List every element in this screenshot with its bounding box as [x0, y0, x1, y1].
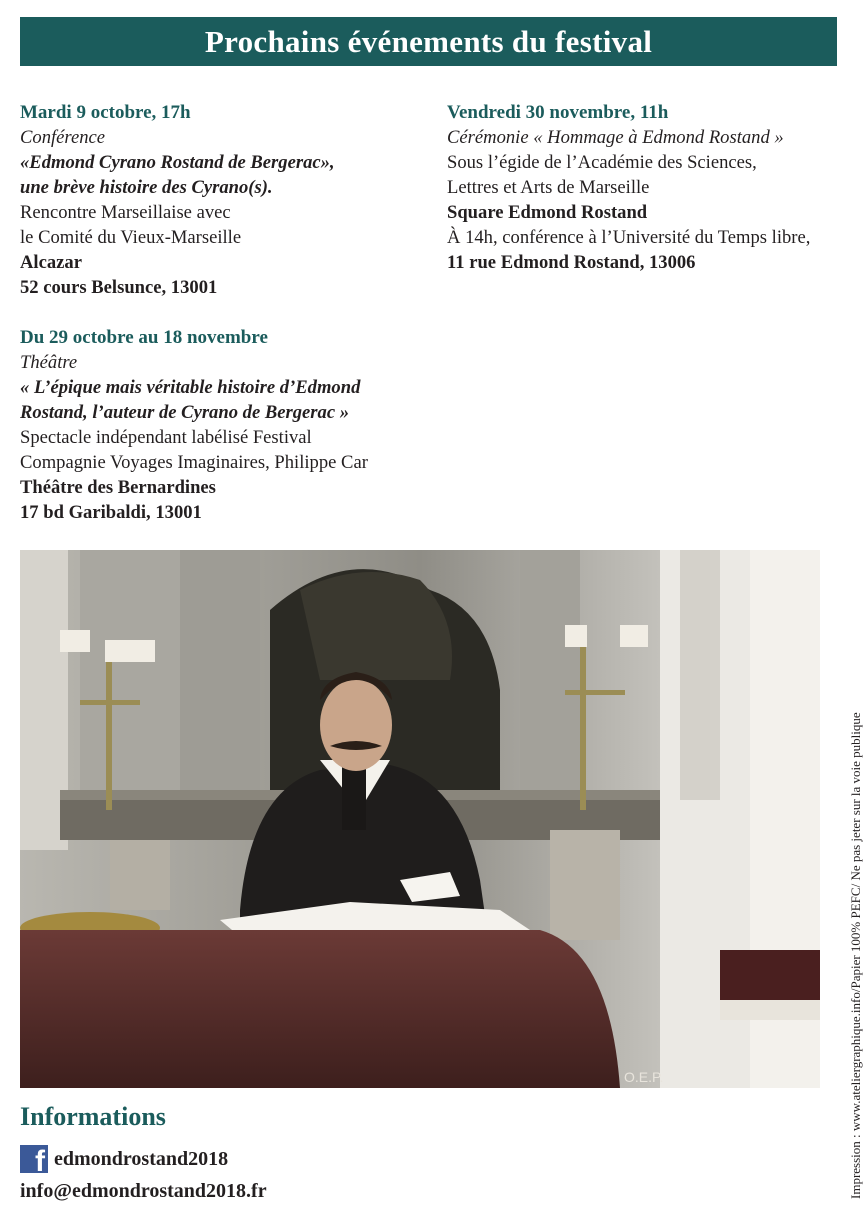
festival-banner	[20, 17, 837, 66]
facebook-icon[interactable]: f	[20, 1145, 48, 1173]
event-title-line: «Edmond Cyrano Rostand de Bergerac»,	[20, 152, 335, 173]
portrait-illustration	[20, 550, 820, 1088]
event-conference	[20, 100, 440, 300]
facebook-row[interactable]	[20, 1145, 229, 1178]
event-date: Du 29 octobre au 18 novembre	[20, 327, 268, 348]
event-title-line: Rostand, l’auteur de Cyrano de Bergerac »	[20, 402, 350, 423]
photo-mark: O.E.P.	[624, 1069, 664, 1085]
event-theatre	[20, 325, 440, 525]
event-extra-line: À 14h, conférence à l’Université du Temps libre,	[447, 227, 811, 248]
event-type: Conférence	[20, 127, 106, 148]
events-right-column	[447, 100, 847, 275]
event-venue: Square Edmond Rostand	[447, 202, 648, 223]
event-date: Vendredi 30 novembre, 11h	[447, 102, 669, 123]
event-title-line: une brève histoire des Cyrano(s).	[20, 177, 273, 198]
event-venue: Alcazar	[20, 252, 82, 273]
event-date: Mardi 9 octobre, 17h	[20, 102, 191, 123]
event-ceremony	[447, 100, 847, 275]
event-type: Cérémonie « Hommage à Edmond Rostand »	[447, 127, 784, 148]
banner-title: Prochains événements du festival	[204, 23, 653, 59]
event-address: 17 bd Garibaldi, 13001	[20, 502, 202, 523]
event-type: Théâtre	[20, 352, 78, 373]
portrait-photo	[20, 550, 820, 1088]
info-heading: Informations	[20, 1102, 166, 1131]
event-detail-line: Spectacle indépendant labélisé Festival	[20, 427, 312, 448]
facebook-handle[interactable]: edmondrostand2018	[54, 1147, 229, 1170]
event-detail-line: Lettres et Arts de Marseille	[447, 177, 650, 198]
contact-email[interactable]: info@edmondrostand2018.fr	[20, 1180, 267, 1202]
print-credit: Impression : www.ateliergraphique.info/Papier 100% PEFC/ Ne pas jeter sur la voie publique	[848, 712, 863, 1199]
event-detail-line: le Comité du Vieux-Marseille	[20, 227, 242, 248]
event-venue: Théâtre des Bernardines	[20, 477, 216, 498]
event-detail-line: Compagnie Voyages Imaginaires, Philippe Car	[20, 452, 368, 473]
event-address: 52 cours Belsunce, 13001	[20, 277, 218, 298]
event-title-line: « L’épique mais véritable histoire d’Edmond	[20, 377, 361, 398]
event-address: 11 rue Edmond Rostand, 13006	[447, 252, 696, 273]
event-detail-line: Sous l’égide de l’Académie des Sciences,	[447, 152, 757, 173]
event-detail-line: Rencontre Marseillaise avec	[20, 202, 231, 223]
events-left-column	[20, 100, 440, 525]
